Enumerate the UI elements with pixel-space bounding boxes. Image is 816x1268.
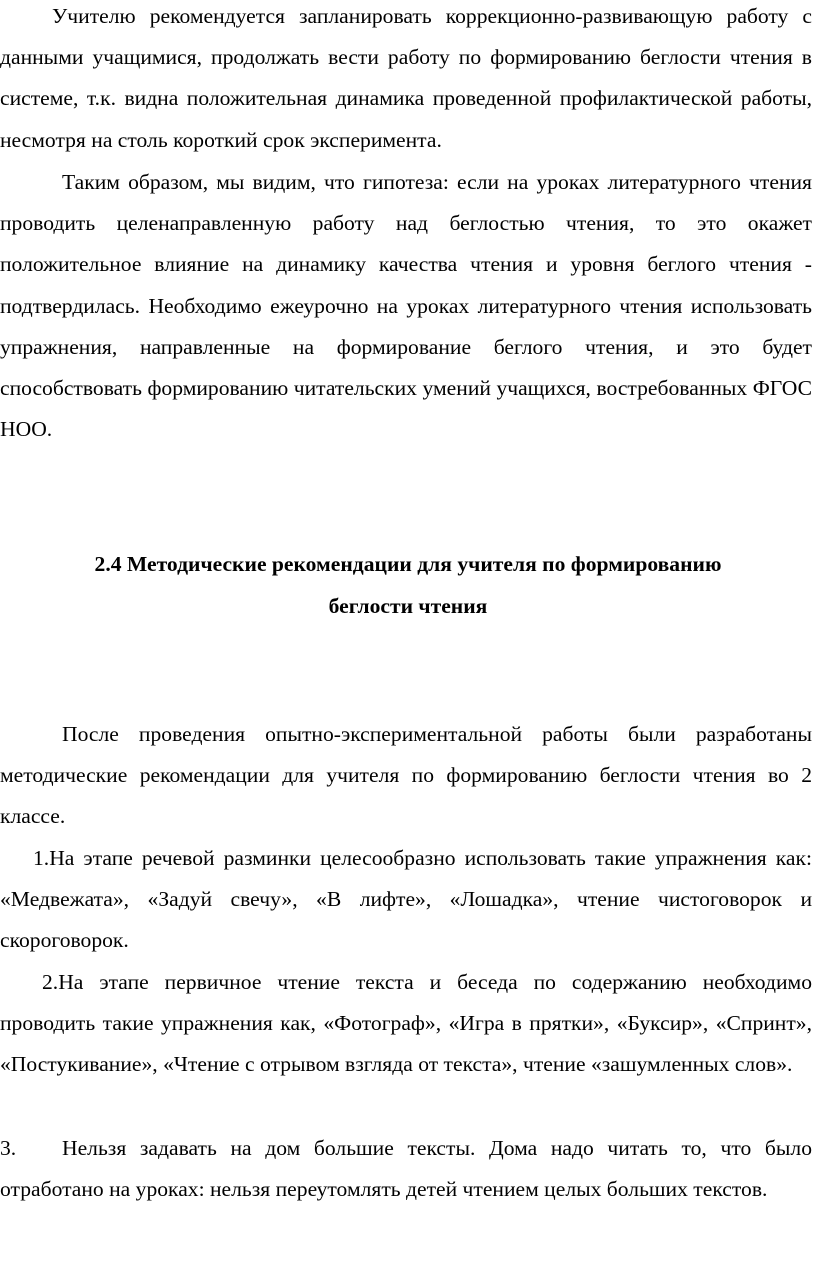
list-item-text bbox=[0, 838, 812, 962]
list-item-number: 2. bbox=[42, 970, 59, 994]
paragraph-conclusion: Таким образом, мы видим, что гипотеза: если на уроках литературного чтения проводить целенаправленную работу над беглостью чтения, то это окажет положительное влияние на динамику качества чтения и уровня беглого чтения - подтвердилась. Необходимо ежеурочно на уроках литературного чтения использовать упражнения, направленные на формирование беглого чтения, и это будет способствовать формированию читательских умений учащихся, востребованных ФГОС НОО. bbox=[0, 170, 812, 442]
paragraph-intro: После проведения опытно-экспериментальной работы были разработаны методические рекомендации для учителя по формированию беглости чтения во 2 классе. bbox=[0, 722, 812, 829]
list-item-number: 1. bbox=[33, 846, 50, 870]
section-heading-line-2: беглости чтения bbox=[328, 594, 488, 618]
list-item-text bbox=[0, 1128, 812, 1210]
list-item-body: На этапе первичное чтение текста и беседа по содержанию необходимо проводить такие упражнения как, «Фотограф», «Игра в прятки», «Буксир», «Спринт», «Постукивание», «Чтение с отрывом взгляда от текста», чтение «зашумленных слов». bbox=[0, 970, 812, 1077]
list-item-number: 3. bbox=[0, 1136, 17, 1160]
list-item bbox=[0, 1128, 812, 1210]
paragraph-recommendation: Учителю рекомендуется запланировать коррекционно-развивающую работу с данными учащимися, продолжать вести работу по формированию беглости чтения в системе, т.к. видна положительная динамика проведенной профилактической работы, несмотря на столь короткий срок эксперимента. bbox=[0, 4, 812, 152]
list-item-body: Нельзя задавать на дом большие тексты. Дома надо читать то, что было отработано на уроках: нельзя переутомлять детей чтением целых больших текстов. bbox=[0, 1136, 812, 1202]
list-item-text bbox=[0, 962, 812, 1086]
list-item bbox=[0, 962, 812, 1086]
list-item-body: На этапе речевой разминки целесообразно использовать такие упражнения как: «Медвежата», «Задуй свечу», «В лифте», «Лошадка», чтение чистоговорок и скороговорок. bbox=[0, 846, 812, 953]
section-heading-line-1: 2.4 Методические рекомендации для учителя по формированию bbox=[94, 552, 722, 576]
list-item bbox=[0, 838, 812, 962]
